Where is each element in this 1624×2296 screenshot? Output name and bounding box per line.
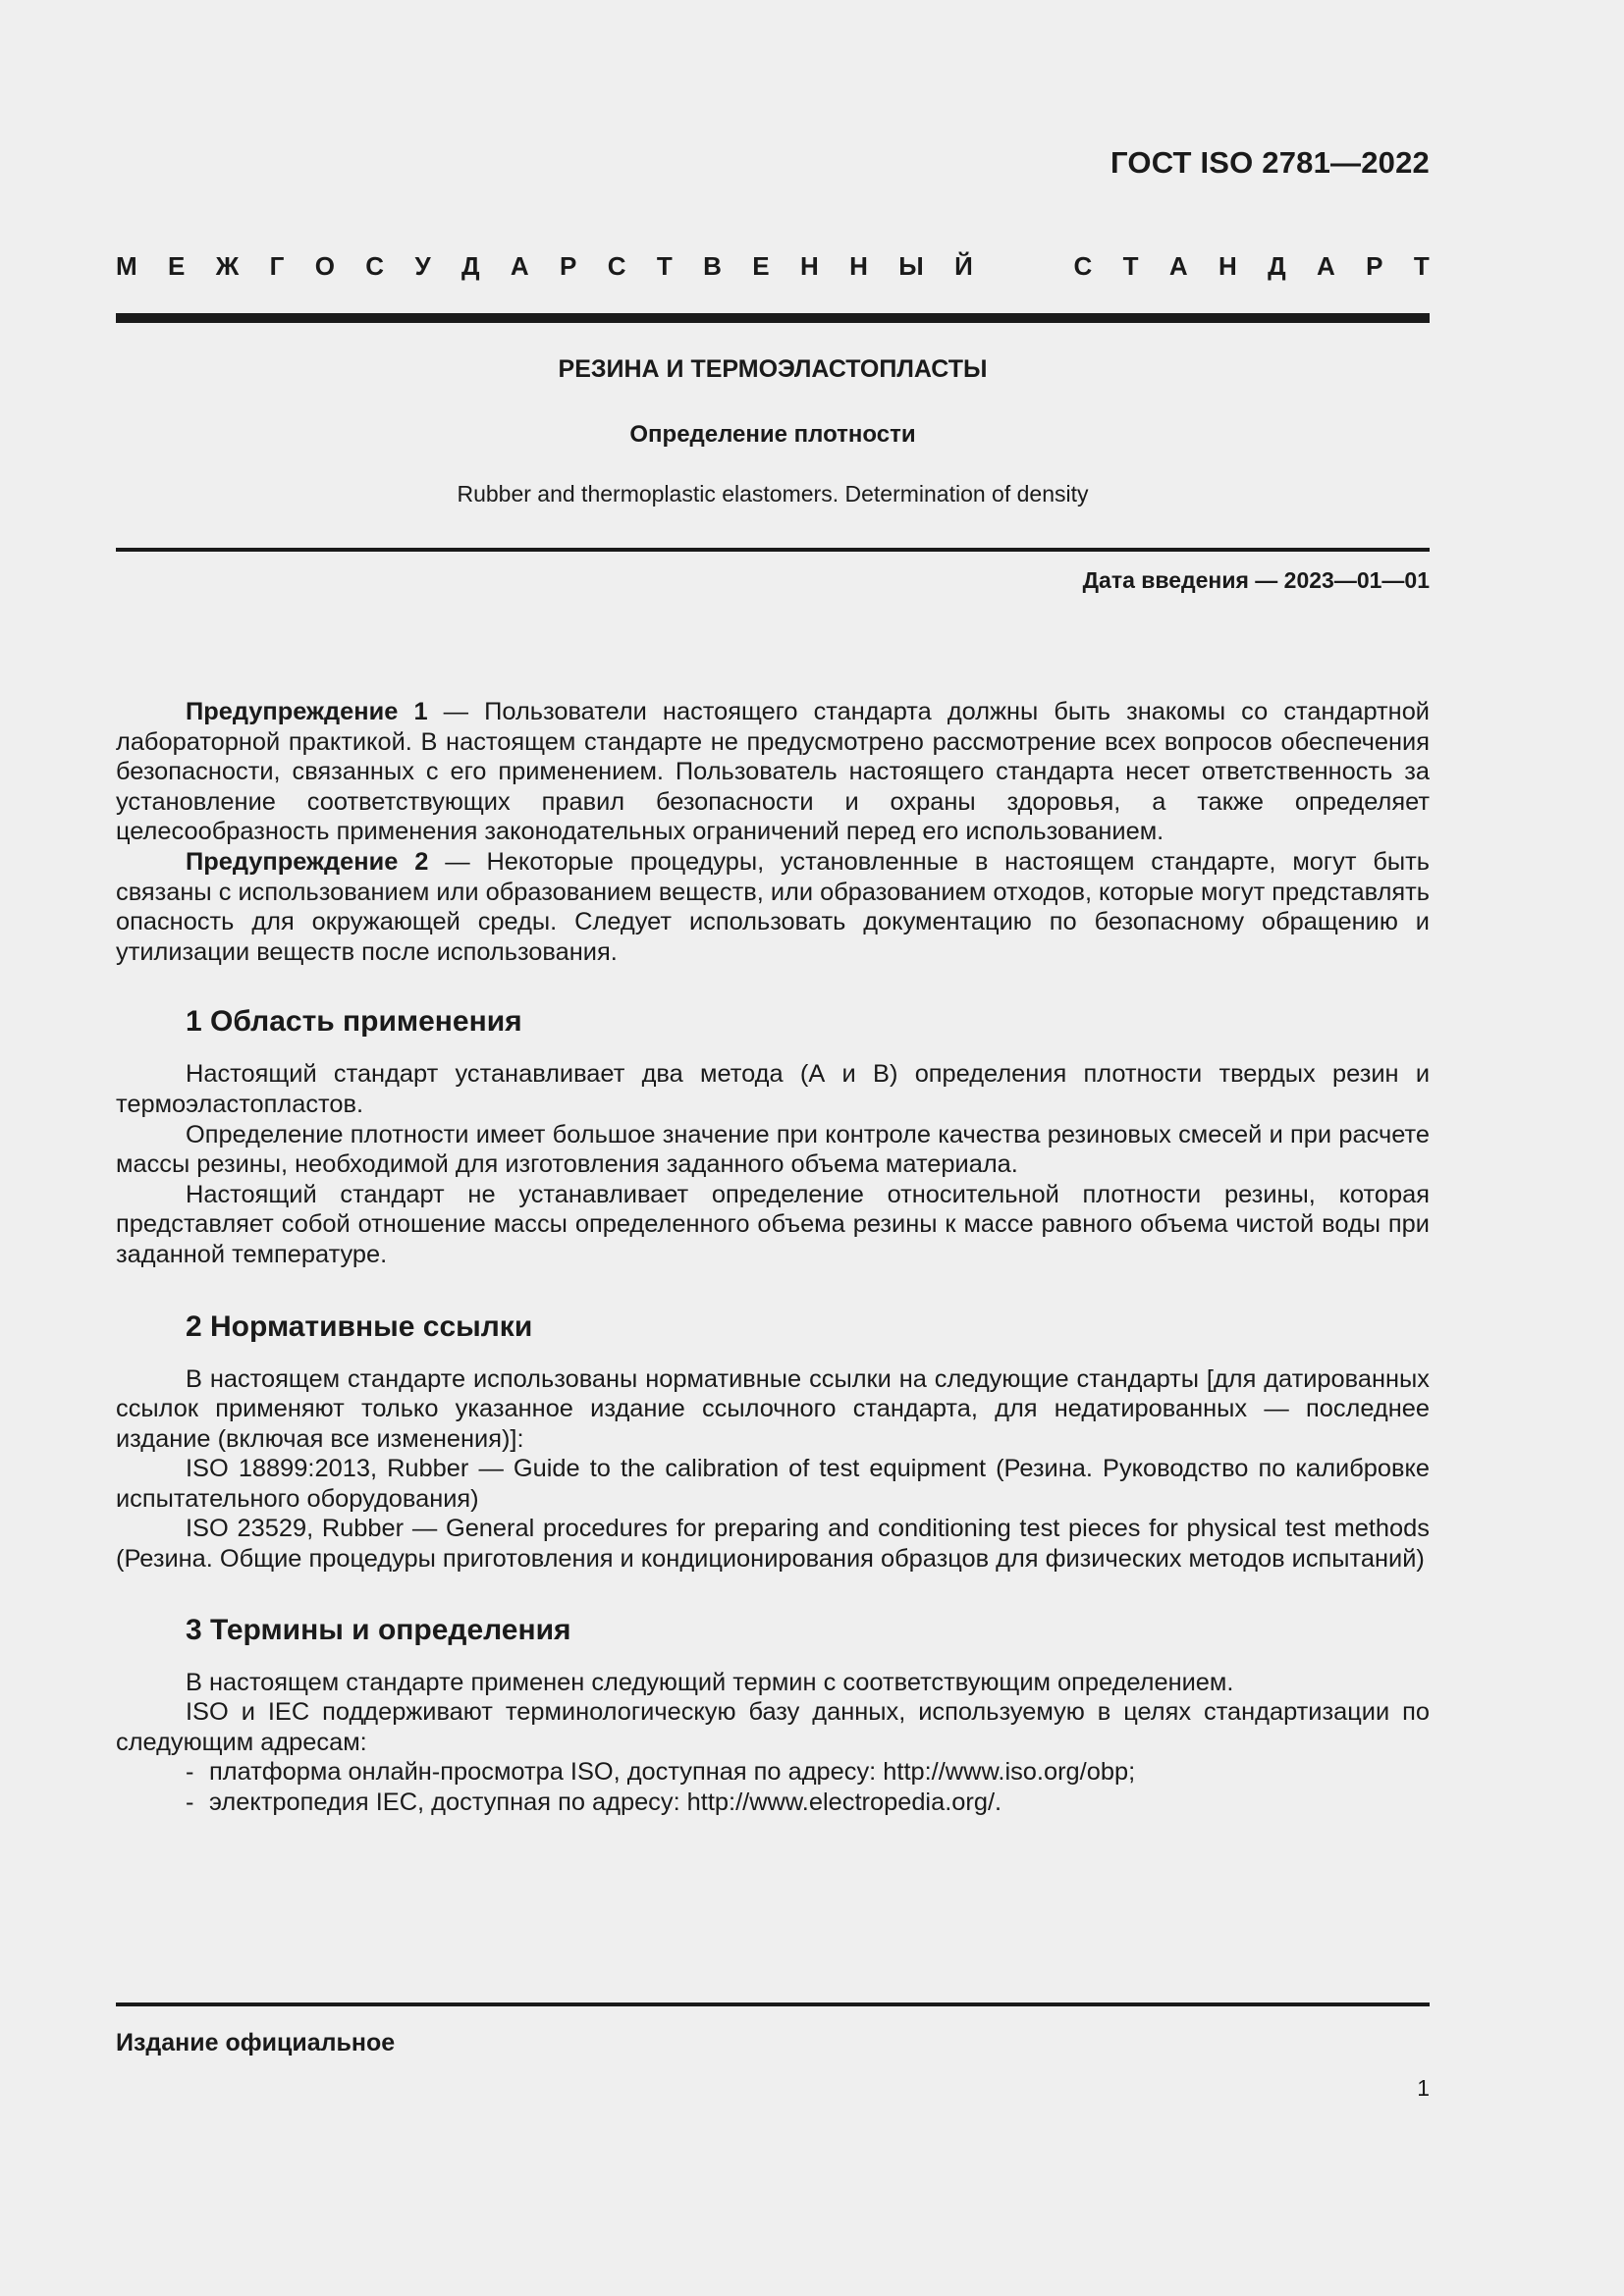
interstate-word1-letter: Д (460, 251, 480, 281)
english-title: Rubber and thermoplastic elastomers. Determination of density (457, 481, 1089, 507)
interstate-word1-letter: Н (849, 251, 868, 281)
interstate-word2-letter: А (1317, 251, 1335, 281)
interstate-word2-letter: Т (1413, 251, 1430, 281)
document-subtitle: Определение плотности (629, 421, 916, 448)
warning-1-text: — Пользователи настоящего стандарта должны быть знакомы со стандартной лабораторной практикой. В настоящем стандарте не предусмотрено рассмотрение всех вопросов обеспечения безопасности, связанных с его применением. Пользователь настоящего стандарта несет ответственность за установление соответствующих правил безопасности и охраны здоровья, а также определяет целесообразность применения законодательных ограничений перед его использованием. (116, 698, 1430, 846)
normative-reference: ISO 23529, Rubber — General procedures for preparing and conditioning test pieces for physical test methods (Резина. Общие процедуры приготовления и кондиционирования образцов для физических методов испытаний) (116, 1515, 1430, 1574)
interstate-word1-letter: Г (269, 251, 285, 281)
warning-2-label: Предупреждение 2 (186, 847, 429, 876)
document-title: РЕЗИНА И ТЕРМОЭЛАСТОПЛАСТЫ (558, 355, 988, 383)
document-code: ГОСТ ISO 2781—2022 (1110, 145, 1430, 180)
interstate-word2-letter: А (1168, 251, 1188, 281)
interstate-word1-letter: Н (799, 251, 819, 281)
footer-rule (116, 2002, 1430, 2006)
warning-2-text: — Некоторые процедуры, установленные в настоящем стандарте, могут быть связаны с использованием или образованием веществ, или образованием отходов, которые могут представлять опасность для окружающей среды. Следует использовать документацию по безопасному обращению и утилизации веществ после использования. (116, 847, 1431, 966)
interstate-word1-letter: Р (560, 251, 577, 281)
interstate-word1-letter: У (414, 251, 431, 281)
official-edition-label: Издание официальное (116, 2029, 396, 2056)
interstate-word1-letter: Т (656, 251, 673, 281)
interstate-word1-letter: М (116, 251, 137, 281)
interstate-word1-letter: О (314, 251, 335, 281)
interstate-standard-banner (116, 251, 1430, 282)
interstate-word1-letter: Е (168, 251, 186, 281)
section-1-paragraph: Настоящий стандарт устанавливает два метода (А и В) определения плотности твердых резин и термоэластопластов. (116, 1060, 1430, 1118)
list-item (116, 1788, 1430, 1818)
interstate-word-gap (1003, 251, 1043, 282)
list-dash: - (186, 1758, 194, 1787)
section-1-paragraph: Определение плотности имеет большое значение при контроле качества резиновых смесей и при расчете массы резины, необходимой для изготовления заданного объема материала. (116, 1120, 1430, 1179)
interstate-word1-letter: А (510, 251, 529, 281)
document-body (116, 697, 1430, 1818)
interstate-word2-letter: Н (1218, 251, 1237, 281)
list-item (116, 1757, 1430, 1788)
section-3-paragraph: ISO и IEC поддерживают терминологическую базу данных, используемую в целях стандартизации по следующим адресам: (116, 1698, 1430, 1756)
list-item-text: электропедия IEC, доступная по адресу: http://www.electropedia.org/. (209, 1789, 1002, 1817)
section-1-heading: 1 Область применения (186, 1005, 522, 1039)
interstate-word1-letter: Й (954, 251, 973, 281)
interstate-word1-letter: С (365, 251, 385, 281)
interstate-word1-letter: Е (752, 251, 770, 281)
page-number: 1 (1417, 2075, 1430, 2101)
interstate-word1-letter: С (607, 251, 626, 281)
interstate-word2-letter: С (1073, 251, 1093, 281)
normative-reference: ISO 18899:2013, Rubber — Guide to the calibration of test equipment (Резина. Руководство по калибровке испытательного оборудования) (116, 1455, 1430, 1513)
document-page (116, 0, 1430, 2296)
section-2-heading: 2 Нормативные ссылки (186, 1309, 533, 1343)
interstate-word1-letter: В (703, 251, 722, 281)
title-bottom-rule (116, 548, 1430, 552)
list-item-text: платформа онлайн-просмотра ISO, доступная по адресу: http://www.iso.org/obp; (209, 1758, 1136, 1787)
section-3-paragraph: В настоящем стандарте применен следующий термин с соответствующим определением. (186, 1668, 1234, 1696)
list-dash: - (186, 1789, 194, 1817)
section-1-paragraph: Настоящий стандарт не устанавливает определение относительной плотности резины, которая представляет собой отношение массы определенного объема резины к массе равного объема чистой воды при заданной температуре. (116, 1180, 1430, 1268)
warning-2 (116, 847, 1430, 967)
section-3-heading: 3 Термины и определения (186, 1613, 571, 1646)
interstate-word2-letter: Т (1122, 251, 1139, 281)
introduction-date: Дата введения — 2023—01—01 (1082, 567, 1430, 593)
interstate-word2-letter: Д (1268, 251, 1286, 281)
warning-1 (116, 697, 1430, 847)
interstate-word1-letter: Ы (898, 251, 924, 281)
top-thick-rule (116, 313, 1430, 323)
interstate-word2-letter: Р (1366, 251, 1383, 281)
warning-1-label: Предупреждение 1 (186, 698, 428, 725)
section-2-paragraph: В настоящем стандарте использованы нормативные ссылки на следующие стандарты [для датированных ссылок применяют только указанное издание ссылочного стандарта, для недатированных — последнее издание (включая все изменения)]: (116, 1364, 1430, 1453)
interstate-word1-letter: Ж (215, 251, 240, 281)
